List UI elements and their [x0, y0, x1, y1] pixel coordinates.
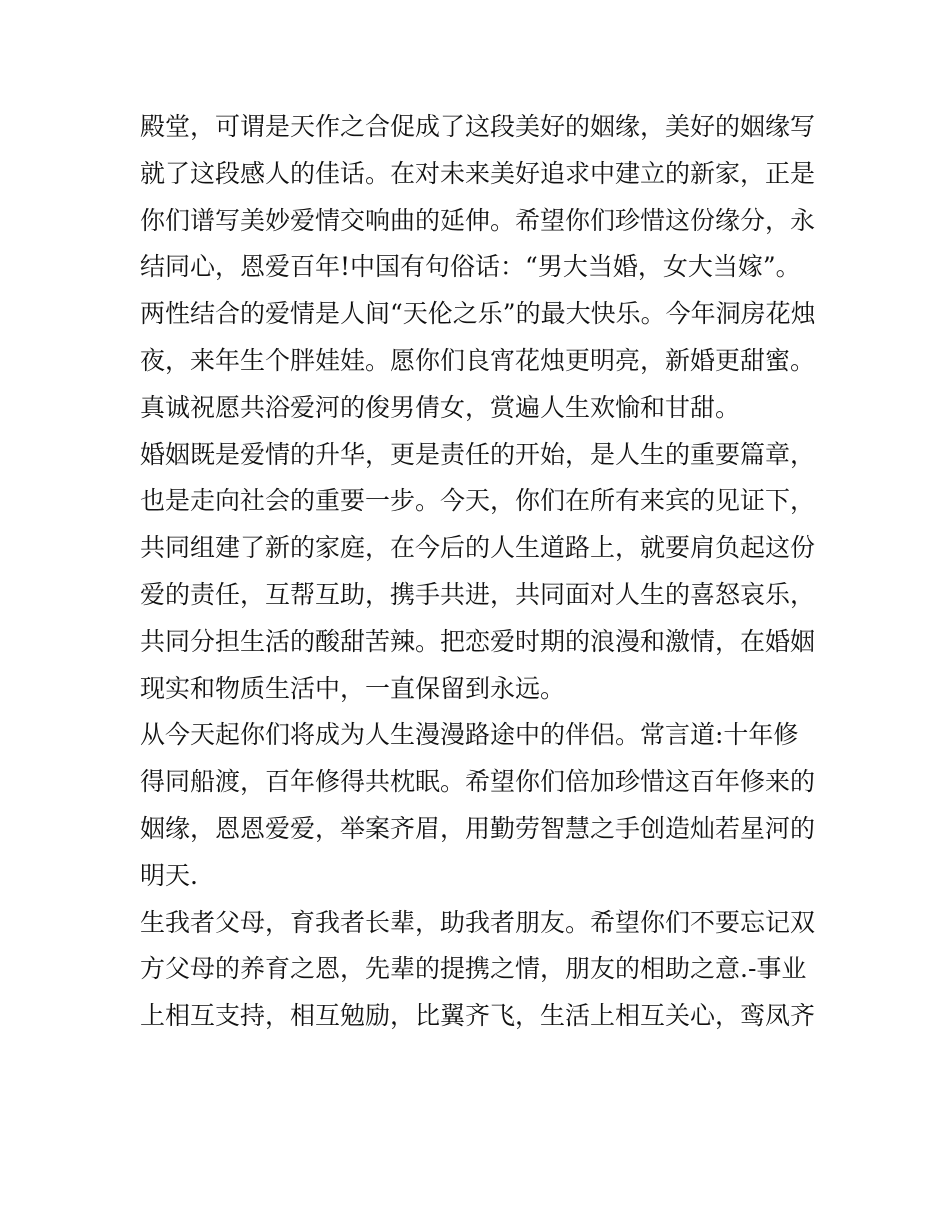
text-line: 两性结合的爱情是人间“天伦之乐”的最大快乐。今年洞房花烛	[140, 299, 816, 329]
text-line: 现实和物质生活中，一直保留到永远。	[140, 673, 566, 703]
text-line: 姻缘，恩恩爱爱，举案齐眉，用勤劳智慧之手创造灿若星河的	[140, 813, 816, 843]
text-line: 得同船渡，百年修得共枕眠。希望你们倍加珍惜这百年修来的	[140, 767, 816, 797]
text-line: 殿堂，可谓是天作之合促成了这段美好的姻缘，美好的姻缘写	[140, 112, 816, 141]
text-line: 夜，来年生个胖娃娃。愿你们良宵花烛更明亮，新婚更甜蜜。	[140, 345, 816, 375]
text-line: 真诚祝愿共浴爱河的俊男倩女，赏遍人生欢愉和甘甜。	[140, 392, 741, 422]
text-line: 也是走向社会的重要一步。今天，你们在所有来宾的见证下，	[140, 486, 816, 516]
text-line: 上相互支持，相互勉励，比翼齐飞，生活上相互关心，鸾凤齐	[140, 1001, 816, 1031]
text-line: 共同组建了新的家庭，在今后的人生道路上，就要肩负起这份	[140, 533, 816, 563]
text-line: 婚姻既是爱情的升华，更是责任的开始，是人生的重要篇章，	[140, 439, 816, 469]
text-line: 就了这段感人的佳话。在对未来美好追求中建立的新家，正是	[140, 158, 816, 188]
text-line: 从今天起你们将成为人生漫漫路途中的伴侣。常言道:十年修	[140, 720, 799, 750]
text-line: 结同心，恩爱百年!中国有句俗话：“男大当婚，女大当嫁”。	[140, 252, 801, 282]
text-line: 方父母的养育之恩，先辈的提携之情，朋友的相助之意.-事业	[140, 954, 807, 984]
body-text	[140, 104, 820, 1040]
text-line: 爱的责任，互帮互助，携手共进，共同面对人生的喜怒哀乐，	[140, 579, 816, 609]
text-line: 明天.	[140, 860, 198, 890]
text-line: 共同分担生活的酸甜苦辣。把恋爱时期的浪漫和激情，在婚姻	[140, 626, 816, 656]
text-line: 你们谱写美妙爱情交响曲的延伸。希望你们珍惜这份缘分，永	[140, 205, 816, 235]
text-line: 生我者父母，育我者长辈，助我者朋友。希望你们不要忘记双	[140, 907, 816, 937]
